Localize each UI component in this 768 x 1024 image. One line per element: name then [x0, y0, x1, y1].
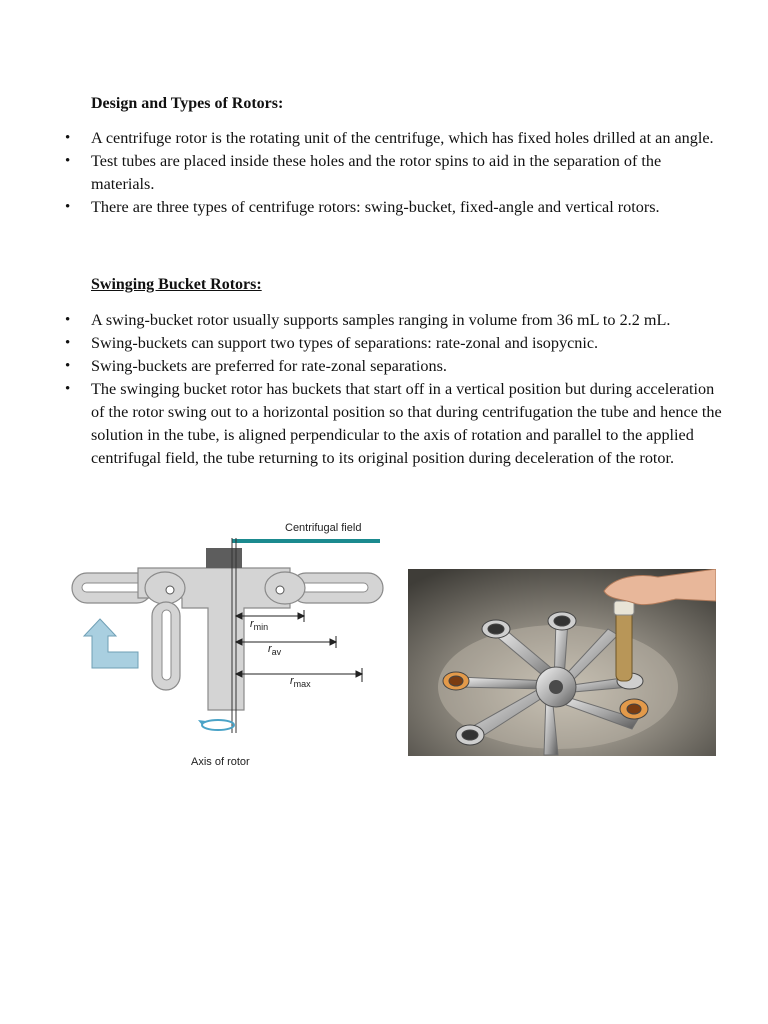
centrifugal-field-bar — [232, 539, 380, 543]
dimension-arrows — [236, 610, 362, 682]
swinging-bucket-list — [64, 309, 724, 470]
rotation-icon — [198, 720, 234, 730]
r-max-symbol: r — [290, 675, 294, 687]
svg-text:rmin — [250, 618, 268, 632]
list-item: • A swing-bucket rotor usually supports samples ranging in volume from 36 mL to 2.2 mL. — [64, 309, 724, 332]
rotor-hub — [206, 548, 242, 568]
rotor-photo — [408, 569, 716, 756]
svg-text:rmax — [290, 675, 311, 689]
r-min-sub: min — [253, 622, 269, 632]
list-item: • The swinging bucket rotor has buckets that start off in a vertical position but during acceleration of the rotor swing out to a horizontal position so that during centrifugation the tube and hence the solution in the tube, is aligned perpendicular to the axis of rotation and parallel to the applied centrifugal field, the tube returning to its original position during deceleration of the rotor. — [64, 378, 724, 470]
swing-direction-arrow-icon — [84, 619, 138, 668]
swinging-bucket-rotor-diagram — [66, 518, 396, 770]
r-min-symbol: r — [250, 618, 254, 630]
section-heading-swinging-bucket: Swinging Bucket Rotors: — [91, 276, 262, 293]
list-item: • A centrifuge rotor is the rotating unit of the centrifuge, which has fixed holes drilled at an angle. — [64, 127, 724, 150]
list-item: • There are three types of centrifuge rotors: swing-bucket, fixed-angle and vertical rotors. — [64, 196, 724, 219]
r-av-symbol: r — [268, 643, 272, 655]
centrifugal-field-label: Centrifugal field — [285, 522, 362, 534]
axis-of-rotor-label: Axis of rotor — [191, 756, 250, 768]
section-heading-design-types: Design and Types of Rotors: — [91, 95, 284, 112]
list-item: • Swing-buckets are preferred for rate-zonal separations. — [64, 355, 724, 378]
list-item: • Swing-buckets can support two types of separations: rate-zonal and isopycnic. — [64, 332, 724, 355]
r-av-sub: av — [271, 647, 282, 657]
design-types-list — [64, 127, 724, 219]
svg-text:rav — [268, 643, 282, 657]
r-max-sub: max — [293, 679, 311, 689]
list-item: • Test tubes are placed inside these holes and the rotor spins to aid in the separation of the materials. — [64, 150, 724, 196]
vertical-bucket — [152, 602, 180, 690]
